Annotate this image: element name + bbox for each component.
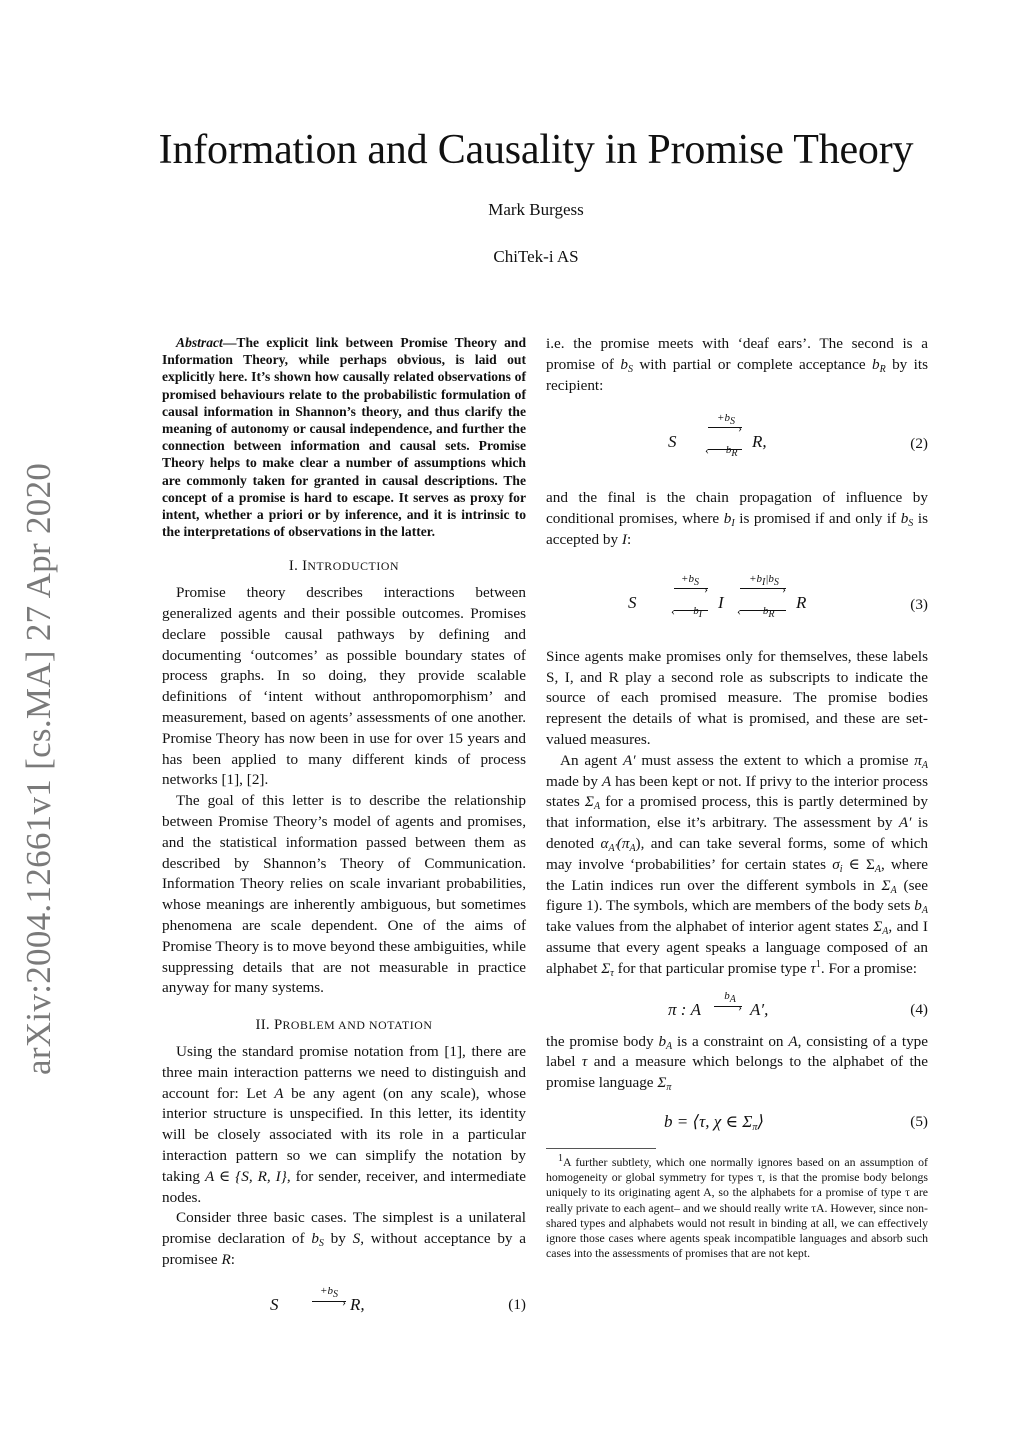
paragraph: An agent A′ must assess the extent to which a promise $\pi_A$ made by A has been kept or not. If privy to the interior process states $\Sigma_A$ for a promised process, this is partly determined by that information, else it’s arbitrary. The assessment by A′ is denoted $\alpha_{A'}(\pi_A)$, and can take several forms, some of which may involve ‘probabilities’ for certain states $\sigma_i$ ∈ $\Sigma_A$, where the Latin indices run over the different symbols in $\Sigma_A$ (see figure 1). The symbols, which are members of the body sets $b_A$ take values from the alphabet of interior agent states $\Sigma_A$, and I assume that every agent speaks a language composed of an alphabet $\Sigma_\tau$ for that particular promise type $\tau^1$. For a promise: xyxy=(546,751,929,979)
equation-1: S $+b_S$ › R, (1) xyxy=(270,1284,526,1314)
paragraph: Promise theory describes interactions between generalized agents and their possible outcomes. Promises declare possible causal pathways by defining and documenting ‘outcomes’ as possible boundary states of process graphs. In so doing, they provide scalable definitions of ‘intent without anthropomorphism’ and measurement, based on agents’ assessments of one another. Promise Theory has now been in use for over 15 years and has been applied to many different kinds of process networks [1], [2]. xyxy=(162,584,526,789)
abstract xyxy=(162,334,526,540)
paragraph: i.e. the promise meets with ‘deaf ears’. The second is a promise of $b_S$ with partial or complete acceptance $b_R$ by its recipient: xyxy=(546,335,928,394)
section-heading-introduction: I. INTRODUCTION xyxy=(288,558,400,575)
abstract-label: Abstract xyxy=(176,335,223,350)
paragraph: Using the standard promise notation from [1], there are three main interaction patterns we need to distinguish and account for: Let A be any agent (on any scale), whose interior structure is unspecified. In this letter, its identity will be closely associated with its role in a particular interaction pattern so we can simplify the notation by taking A ∈ {S, R, I}, for sender, receiver, and intermediate nodes. xyxy=(162,1042,526,1206)
abstract-text: —The explicit link between Promise Theory and Information Theory, while perhaps obvious, is laid out explicitly here. It’s shown how causally related observations of promised behaviours relate to the probabilistic formulation of causal information in Shannon’s theory, and thus clarify the meaning of autonomy or causal independence, and further the connection between information and causal sets. Promise Theory helps to make clear a number of assumptions which are commonly taken for granted in causal descriptions. The concept of a promise is hard to escape. It serves as proxy for intent, whether a priori or by inference, and it is intrinsic to the interpretations of observations in the latter. xyxy=(162,335,526,540)
right-column xyxy=(546,334,928,1261)
paragraph: Consider three basic cases. The simplest is a unilateral promise declaration of $b_S$ by S, without acceptance by a promisee R: xyxy=(162,1209,527,1268)
paper-title: Information and Causality in Promise Theory xyxy=(158,127,914,173)
paragraph: and the final is the chain propagation of influence by conditional promises, where $b_I$ is promised if and only if $b_S$ is accepted by I: xyxy=(546,489,928,548)
footnote: $^1$A further subtlety, which one normally ignores based on an assumption of homogeneity or global symmetry for types τ, is that the promise body belongs uniquely to its originating agent A, so the alphabets for a promise of type τ are really private to each agent– and we should really write τA. However, since non-shared types and alphabets would not result in binding at all, we can effectively ignore those cases where agents speak incompatible languages and absorb such cases into the assessments of promises that are not kept. xyxy=(546,1153,928,1261)
equation-5: b = ⟨τ, χ ∈ $\Sigma_\pi⟩$ (5) xyxy=(664,1111,928,1133)
left-column xyxy=(162,334,526,1321)
paragraph: The goal of this letter is to describe the relationship between Promise Theory’s model of agents and promises, and the statistical information passed between them as described by Shannon’s Theory of Communication. Information Theory relies on scale invariant probabilities, whose meanings are inherently ambiguous, but sometimes phenomena are scale dependent. One of the aims of Promise Theory is to move beyond these ambiguities, while suppressing details that are not measurable in practice anyway for many systems. xyxy=(162,792,526,997)
equation-4: π : A $b_A$ › A′, (4) xyxy=(668,989,928,1019)
affiliation: ChiTek-i AS xyxy=(493,247,579,266)
footnote-rule xyxy=(546,1148,656,1149)
equation-3: S $+b_S$ › ‹ $-b_I$ I $+b_I|b_S$ › ‹ $-b_R$ R (3) xyxy=(628,572,928,620)
section-heading-problem: II. PROBLEM AND NOTATION xyxy=(255,1017,433,1034)
author-name: Mark Burgess xyxy=(488,200,584,219)
arxiv-stamp-text: arXiv:2004.12661v1 [cs.MA] 27 Apr 2020 xyxy=(19,462,58,1075)
equation-2: S $+b_S$ › ‹ $-b_R$ R, (2) xyxy=(668,412,928,460)
paragraph: the promise body $b_A$ is a constraint on A, consisting of a type label τ and a measure which belongs to the alphabet of the promise language $\Sigma_\pi$ xyxy=(546,1032,929,1094)
paragraph: Since agents make promises only for themselves, these labels S, I, and R play a second role as subscripts to indicate the source of each promised measure. The promise bodies represent the details of what is promised, and these are set-valued measures. xyxy=(546,647,928,748)
